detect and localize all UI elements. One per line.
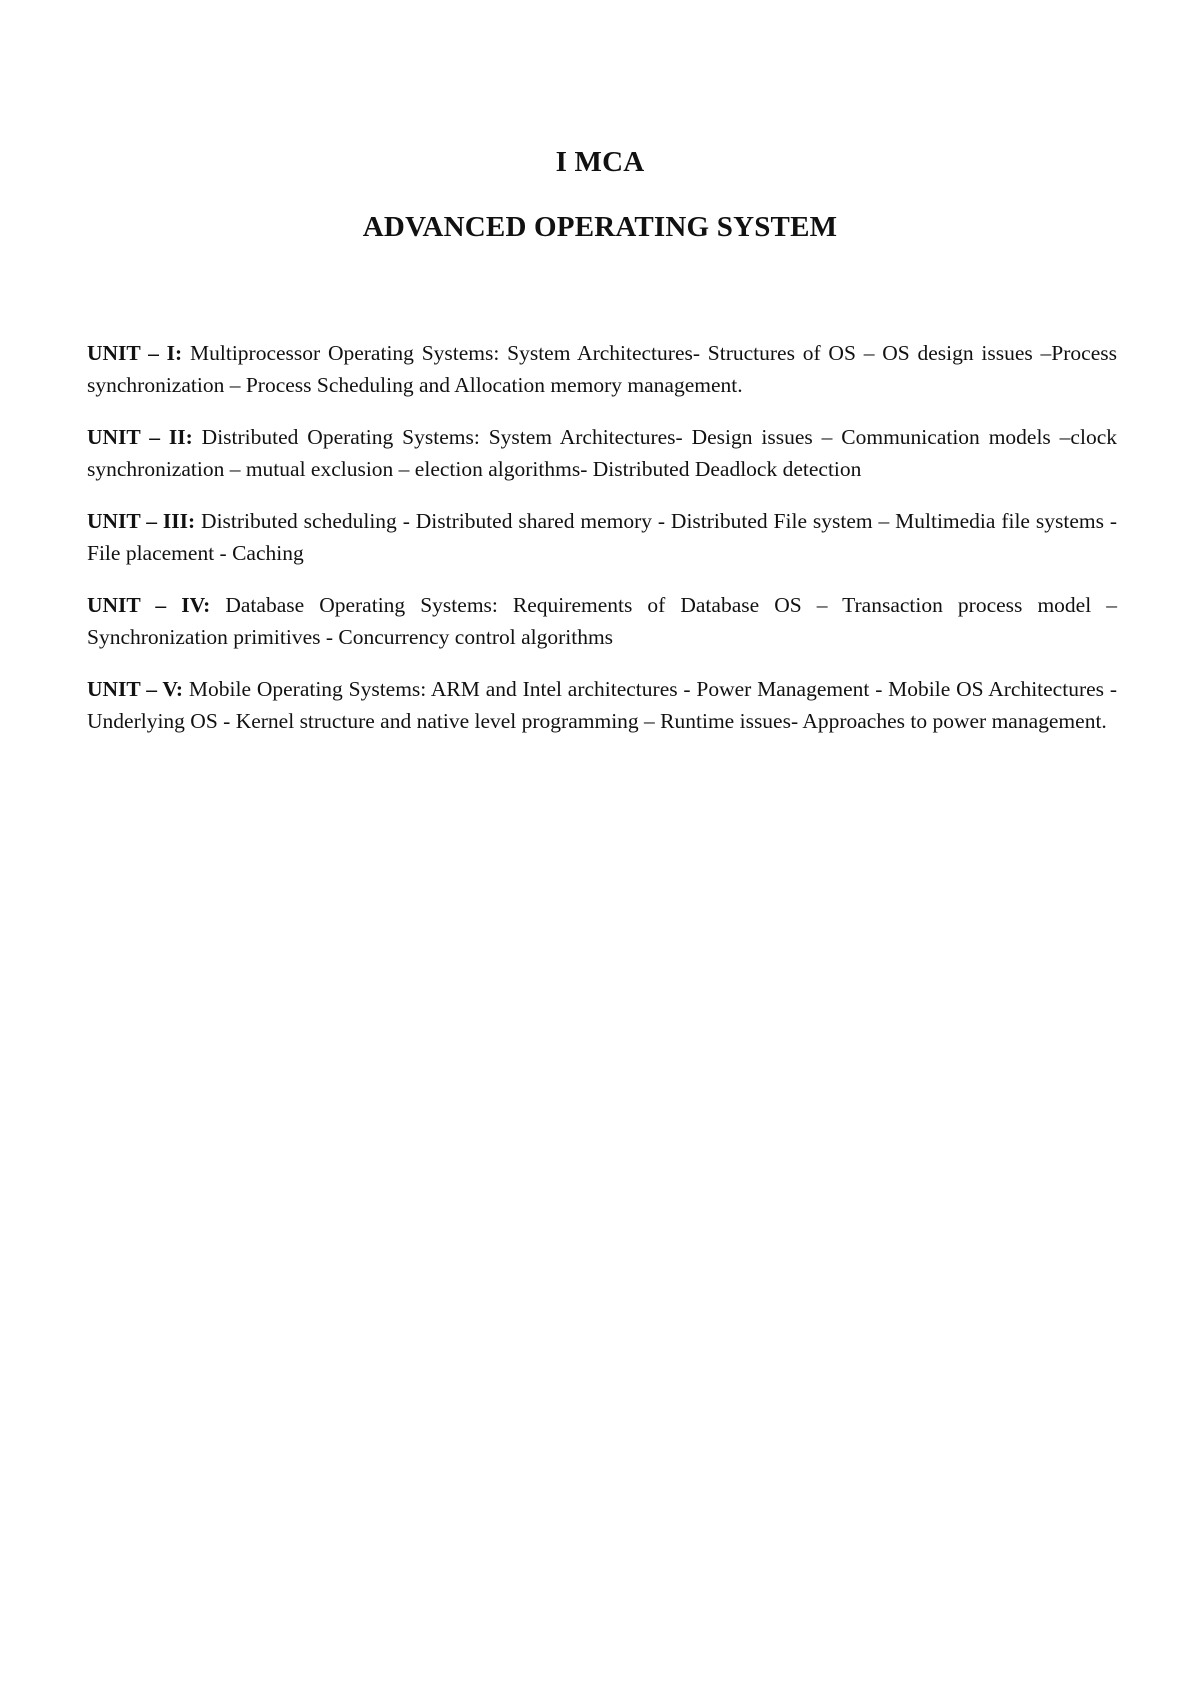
unit-label: UNIT – I: <box>87 341 183 365</box>
unit-text: Distributed Operating Systems: System Architectures- Design issues – Communication models –clock synchronization – mutual exclusion – election algorithms- Distributed Deadlock detection <box>87 425 1117 481</box>
unit-paragraph-4 <box>87 589 1117 653</box>
unit-text: Mobile Operating Systems: ARM and Intel architectures - Power Management - Mobile OS Architectures - Underlying OS - Kernel structure and native level programming – Runtime issues- Approaches to power management. <box>87 677 1117 733</box>
unit-text: Distributed scheduling - Distributed shared memory - Distributed File system – Multimedia file systems - File placement - Caching <box>87 509 1117 565</box>
unit-paragraph-2 <box>87 421 1117 485</box>
unit-label: UNIT – V: <box>87 677 184 701</box>
course-heading: I MCA <box>555 146 645 178</box>
unit-label: UNIT – II: <box>87 425 193 449</box>
unit-paragraph-5 <box>87 673 1117 737</box>
units-list <box>87 337 1117 757</box>
unit-paragraph-3 <box>87 505 1117 569</box>
unit-label: UNIT – IV: <box>87 593 211 617</box>
unit-text: Database Operating Systems: Requirements of Database OS – Transaction process model – Synchronization primitives - Concurrency control algorithms <box>87 593 1117 649</box>
unit-paragraph-1 <box>87 337 1117 401</box>
unit-text: Multiprocessor Operating Systems: System Architectures- Structures of OS – OS design issues –Process synchronization – Process Scheduling and Allocation memory management. <box>87 341 1117 397</box>
unit-label: UNIT – III: <box>87 509 196 533</box>
page-title: ADVANCED OPERATING SYSTEM <box>362 211 838 243</box>
